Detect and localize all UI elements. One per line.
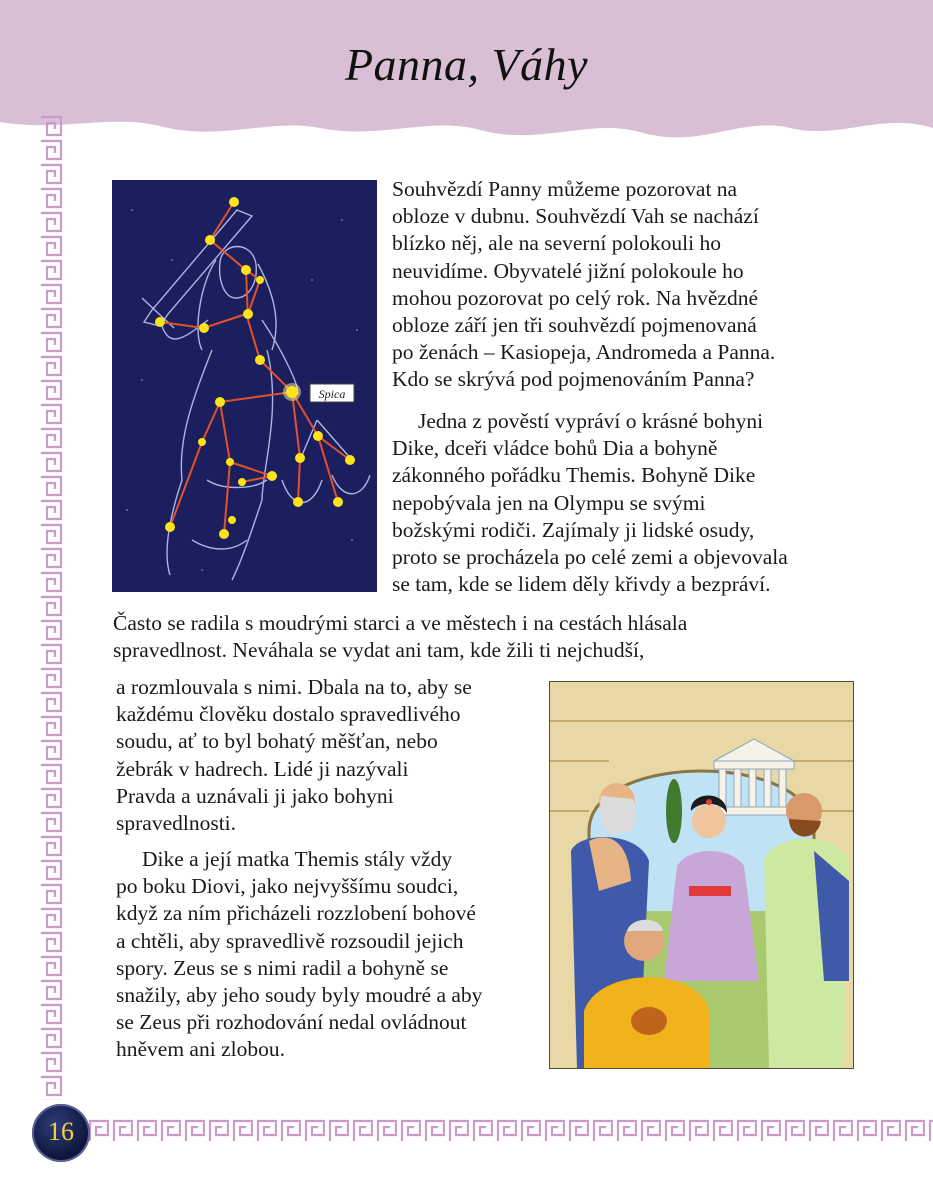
dike-court-illustration xyxy=(549,681,854,1069)
virgo-libra-constellation-illustration xyxy=(112,180,377,592)
text-line: soudu, ať to byl bohatý měšťan, nebo xyxy=(116,729,438,754)
text-line: božskými rodiči. Zajímaly ji lidské osudy, xyxy=(392,517,755,542)
bottom-meander-border xyxy=(88,1118,933,1144)
text-line: spravedlnosti. xyxy=(116,811,237,836)
text-line: hněvem ani zlobou. xyxy=(116,1037,285,1062)
text-line: Často se radila s moudrými starci a ve městech i na cestách hlásala xyxy=(113,611,688,635)
text-line: spory. Zeus se s nimi radil a bohyně se xyxy=(116,955,449,980)
text-line: neuvidíme. Obyvatelé jižní polokoule ho xyxy=(392,258,744,283)
paragraph-intro xyxy=(392,176,862,394)
text-line: zákonného pořádku Themis. Bohyně Dike xyxy=(392,463,756,488)
text-line: snažily, aby jeho soudy byly moudré a aby xyxy=(116,983,483,1008)
paragraph-dike-legend xyxy=(392,408,862,598)
text-line: Jedna z pověstí vypráví o krásné bohyni xyxy=(418,409,764,433)
text-line: když za ním přicházeli rozzlobení bohové xyxy=(116,901,476,926)
paragraph-zeus-court xyxy=(116,846,546,1064)
text-line: a rozmlouvala s nimi. Dbala na to, aby se xyxy=(116,675,472,699)
text-line: Dike a její matka Themis stály vždy xyxy=(142,847,453,871)
text-line: Kdo se skrývá pod pojmenováním Panna? xyxy=(392,367,755,392)
text-line: blízko něj, ale na severní polokouli ho xyxy=(392,231,721,256)
text-line: po boku Diovi, jako nejvyššímu soudci, xyxy=(116,874,459,899)
text-line: Dike, dceři vládce bohů Dia a bohyně xyxy=(392,436,718,461)
paragraph-justice xyxy=(116,674,546,837)
text-line: nepobývala jen na Olympu se svými xyxy=(392,490,706,515)
text-line: mohou pozorovat po celý rok. Na hvězdné xyxy=(392,285,758,310)
text-line: Pravda a uznávali ji jako bohyni xyxy=(116,783,394,808)
text-line: po ženách – Kasiopeja, Andromeda a Panna. xyxy=(392,340,776,365)
spica-label: Spica xyxy=(318,387,346,401)
text-line: se Zeus při rozhodování nedal ovládnout xyxy=(116,1010,467,1035)
text-line: obloze září jen tři souhvězdí pojmenovaná xyxy=(392,313,757,338)
left-meander-border xyxy=(38,115,64,1100)
text-line: obloze v dubnu. Souhvězdí Vah se nachází xyxy=(392,204,759,229)
text-line: se tam, kde se lidem děly křivdy a bezpráví. xyxy=(392,572,771,597)
text-line: Souhvězdí Panny můžeme pozorovat na xyxy=(392,177,738,201)
page-title: Panna, Váhy xyxy=(344,39,589,90)
page-number: 16 xyxy=(48,1117,74,1146)
text-line: a chtěli, aby spravedlivě rozsoudil jejich xyxy=(116,928,464,953)
text-line: žebrák v hadrech. Lidé ji nazývali xyxy=(116,756,409,781)
paragraph-wise-elders xyxy=(113,610,833,664)
text-line: spravedlnost. Neváhala se vydat ani tam, kde žili ti nejchudší, xyxy=(113,638,645,663)
text-line: proto se procházela po celé zemi a objevovala xyxy=(392,545,788,570)
text-line: každému člověku dostalo spravedlivého xyxy=(116,702,461,727)
